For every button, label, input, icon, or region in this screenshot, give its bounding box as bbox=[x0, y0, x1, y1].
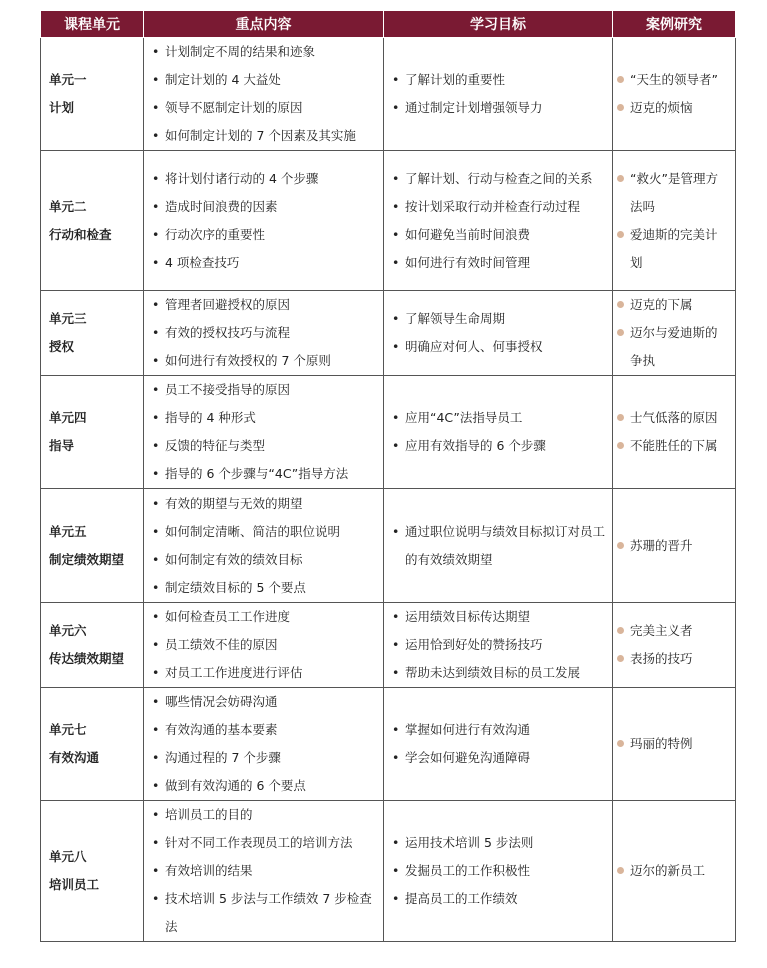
goals-list bbox=[384, 829, 612, 913]
table-row bbox=[41, 688, 736, 801]
goal-item: • 了解领导生命周期 bbox=[392, 305, 606, 333]
content-list bbox=[144, 291, 383, 375]
cases-list bbox=[613, 857, 735, 885]
goal-item: • 如何进行有效时间管理 bbox=[392, 249, 606, 277]
case-item: 表扬的技巧 bbox=[617, 645, 729, 673]
goal-item: • 学会如何避免沟通障碍 bbox=[392, 744, 606, 772]
cases-list bbox=[613, 404, 735, 460]
cases-list bbox=[613, 66, 735, 122]
content-item: • 如何进行有效授权的 7 个原则 bbox=[152, 347, 377, 375]
content-item: • 如何检查员工工作进度 bbox=[152, 603, 377, 631]
case-item: 完美主义者 bbox=[617, 617, 729, 645]
unit-number: 单元四 bbox=[49, 410, 87, 425]
table-row bbox=[41, 291, 736, 376]
unit-cell bbox=[41, 376, 144, 489]
goal-item: • 运用绩效目标传达期望 bbox=[392, 603, 606, 631]
unit-name: 授权 bbox=[49, 339, 75, 354]
goals-cell bbox=[384, 603, 613, 688]
header-goals: 学习目标 bbox=[384, 11, 613, 38]
unit-cell bbox=[41, 291, 144, 376]
cases-list bbox=[613, 617, 735, 673]
unit-cell bbox=[41, 801, 144, 942]
goals-list bbox=[384, 404, 612, 460]
content-item: • 如何制定清晰、简洁的职位说明 bbox=[152, 518, 377, 546]
unit-name: 培训员工 bbox=[49, 877, 100, 892]
content-item: • 反馈的特征与类型 bbox=[152, 432, 377, 460]
case-item: 迈克的烦恼 bbox=[617, 94, 729, 122]
unit-name: 制定绩效期望 bbox=[49, 551, 125, 567]
unit-number: 单元五 bbox=[49, 523, 87, 539]
case-item: 不能胜任的下属 bbox=[617, 432, 729, 460]
table-row bbox=[41, 801, 736, 942]
content-item: • 做到有效沟通的 6 个要点 bbox=[152, 772, 377, 800]
content-cell bbox=[144, 151, 384, 291]
goals-list bbox=[384, 603, 612, 687]
content-cell bbox=[144, 291, 384, 376]
content-item: • 有效沟通的基本要素 bbox=[152, 716, 377, 744]
content-item: • 制定绩效目标的 5 个要点 bbox=[152, 574, 377, 602]
goals-list bbox=[384, 518, 612, 574]
goals-cell bbox=[384, 688, 613, 801]
goal-item: • 提高员工的工作绩效 bbox=[392, 885, 606, 913]
goals-cell bbox=[384, 489, 613, 603]
cases-cell bbox=[613, 603, 736, 688]
case-item: 士气低落的原因 bbox=[617, 404, 729, 432]
cases-cell bbox=[613, 38, 736, 151]
goals-cell bbox=[384, 801, 613, 942]
goal-item: • 按计划采取行动并检查行动过程 bbox=[392, 193, 606, 221]
content-cell bbox=[144, 376, 384, 489]
cases-cell bbox=[613, 151, 736, 291]
goals-cell bbox=[384, 151, 613, 291]
content-item: • 领导不愿制定计划的原因 bbox=[152, 94, 377, 122]
content-item: • 对员工工作进度进行评估 bbox=[152, 659, 377, 687]
case-item: 苏珊的晋升 bbox=[617, 532, 729, 560]
cases-cell bbox=[613, 376, 736, 489]
header-cases: 案例研究 bbox=[613, 11, 736, 38]
goal-item: • 应用有效指导的 6 个步骤 bbox=[392, 432, 606, 460]
unit-name: 有效沟通 bbox=[49, 750, 100, 765]
goals-list bbox=[384, 305, 612, 361]
goal-item: • 运用恰到好处的赞扬技巧 bbox=[392, 631, 606, 659]
table-row bbox=[41, 603, 736, 688]
content-item: • 针对不同工作表现员工的培训方法 bbox=[152, 829, 377, 857]
unit-cell bbox=[41, 38, 144, 151]
content-item: • 如何制定计划的 7 个因素及其实施 bbox=[152, 122, 377, 150]
header-unit: 课程单元 bbox=[41, 11, 144, 38]
unit-number: 单元七 bbox=[49, 722, 87, 737]
unit-number: 单元三 bbox=[49, 311, 87, 326]
content-cell bbox=[144, 38, 384, 151]
content-item: • 技术培训 5 步法与工作绩效 7 步检查法 bbox=[152, 885, 377, 941]
goal-item: • 通过制定计划增强领导力 bbox=[392, 94, 606, 122]
goal-item: • 了解计划的重要性 bbox=[392, 66, 606, 94]
content-list bbox=[144, 165, 383, 277]
content-item: • 制定计划的 4 大益处 bbox=[152, 66, 377, 94]
cases-cell bbox=[613, 489, 736, 603]
goals-list bbox=[384, 66, 612, 122]
content-item: • 计划制定不周的结果和迹象 bbox=[152, 38, 377, 66]
content-item: • 沟通过程的 7 个步骤 bbox=[152, 744, 377, 772]
content-item: • 员工绩效不佳的原因 bbox=[152, 631, 377, 659]
goals-cell bbox=[384, 376, 613, 489]
content-cell bbox=[144, 688, 384, 801]
case-item: 爱迪斯的完美计划 bbox=[617, 221, 729, 277]
unit-number: 单元六 bbox=[49, 623, 87, 638]
unit-number: 单元八 bbox=[49, 849, 87, 864]
content-list bbox=[144, 38, 383, 150]
content-list bbox=[144, 376, 383, 488]
content-list bbox=[144, 688, 383, 800]
goal-item: • 如何避免当前时间浪费 bbox=[392, 221, 606, 249]
unit-name: 计划 bbox=[49, 100, 75, 115]
cases-cell bbox=[613, 291, 736, 376]
header-content: 重点内容 bbox=[144, 11, 384, 38]
content-cell bbox=[144, 489, 384, 603]
goals-cell bbox=[384, 38, 613, 151]
content-item: • 管理者回避授权的原因 bbox=[152, 291, 377, 319]
goal-item: • 应用“4C”法指导员工 bbox=[392, 404, 606, 432]
content-item: • 有效培训的结果 bbox=[152, 857, 377, 885]
case-item: “救火”是管理方法吗 bbox=[617, 165, 729, 221]
goal-item: • 掌握如何进行有效沟通 bbox=[392, 716, 606, 744]
unit-name: 行动和检查 bbox=[49, 226, 112, 242]
goals-cell bbox=[384, 291, 613, 376]
content-item: • 造成时间浪费的因素 bbox=[152, 193, 377, 221]
table-row bbox=[41, 151, 736, 291]
unit-cell bbox=[41, 489, 144, 603]
content-item: • 将计划付诸行动的 4 个步骤 bbox=[152, 165, 377, 193]
cases-cell bbox=[613, 688, 736, 801]
cases-cell bbox=[613, 801, 736, 942]
content-item: • 哪些情况会妨碍沟通 bbox=[152, 688, 377, 716]
goal-item: • 明确应对何人、何事授权 bbox=[392, 333, 606, 361]
goal-item: • 通过职位说明与绩效目标拟订对员工的有效绩效期望 bbox=[392, 518, 606, 574]
case-item: 迈尔的新员工 bbox=[617, 857, 729, 885]
goal-item: • 运用技术培训 5 步法则 bbox=[392, 829, 606, 857]
goal-item: • 发掘员工的工作积极性 bbox=[392, 857, 606, 885]
goals-list bbox=[384, 716, 612, 772]
content-list bbox=[144, 603, 383, 687]
content-list bbox=[144, 801, 383, 941]
content-item: • 有效的授权技巧与流程 bbox=[152, 319, 377, 347]
cases-list bbox=[613, 165, 735, 277]
content-item: • 培训员工的目的 bbox=[152, 801, 377, 829]
unit-name: 传达绩效期望 bbox=[49, 651, 125, 666]
goal-item: • 了解计划、行动与检查之间的关系 bbox=[392, 165, 606, 193]
table-row bbox=[41, 489, 736, 603]
cases-list bbox=[613, 291, 735, 375]
content-item: • 员工不接受指导的原因 bbox=[152, 376, 377, 404]
goal-item: • 帮助未达到绩效目标的员工发展 bbox=[392, 659, 606, 687]
header-row bbox=[41, 11, 736, 38]
unit-number: 单元二 bbox=[49, 198, 87, 214]
content-item: • 4 项检查技巧 bbox=[152, 249, 377, 277]
table-row bbox=[41, 38, 736, 151]
table-row bbox=[41, 376, 736, 489]
case-item: 迈尔与爱迪斯的争执 bbox=[617, 319, 729, 375]
unit-cell bbox=[41, 688, 144, 801]
content-item: • 行动次序的重要性 bbox=[152, 221, 377, 249]
cases-list bbox=[613, 730, 735, 758]
content-cell bbox=[144, 603, 384, 688]
unit-cell bbox=[41, 151, 144, 291]
unit-cell bbox=[41, 603, 144, 688]
content-item: • 有效的期望与无效的期望 bbox=[152, 490, 377, 518]
cases-list bbox=[613, 532, 735, 560]
content-item: • 如何制定有效的绩效目标 bbox=[152, 546, 377, 574]
unit-number: 单元一 bbox=[49, 72, 87, 87]
goals-list bbox=[384, 165, 612, 277]
content-item: • 指导的 4 种形式 bbox=[152, 404, 377, 432]
case-item: 玛丽的特例 bbox=[617, 730, 729, 758]
content-list bbox=[144, 490, 383, 602]
case-item: “天生的领导者” bbox=[617, 66, 729, 94]
content-item: • 指导的 6 个步骤与“4C”指导方法 bbox=[152, 460, 377, 488]
unit-name: 指导 bbox=[49, 438, 75, 453]
case-item: 迈克的下属 bbox=[617, 291, 729, 319]
course-table bbox=[40, 10, 736, 942]
content-cell bbox=[144, 801, 384, 942]
